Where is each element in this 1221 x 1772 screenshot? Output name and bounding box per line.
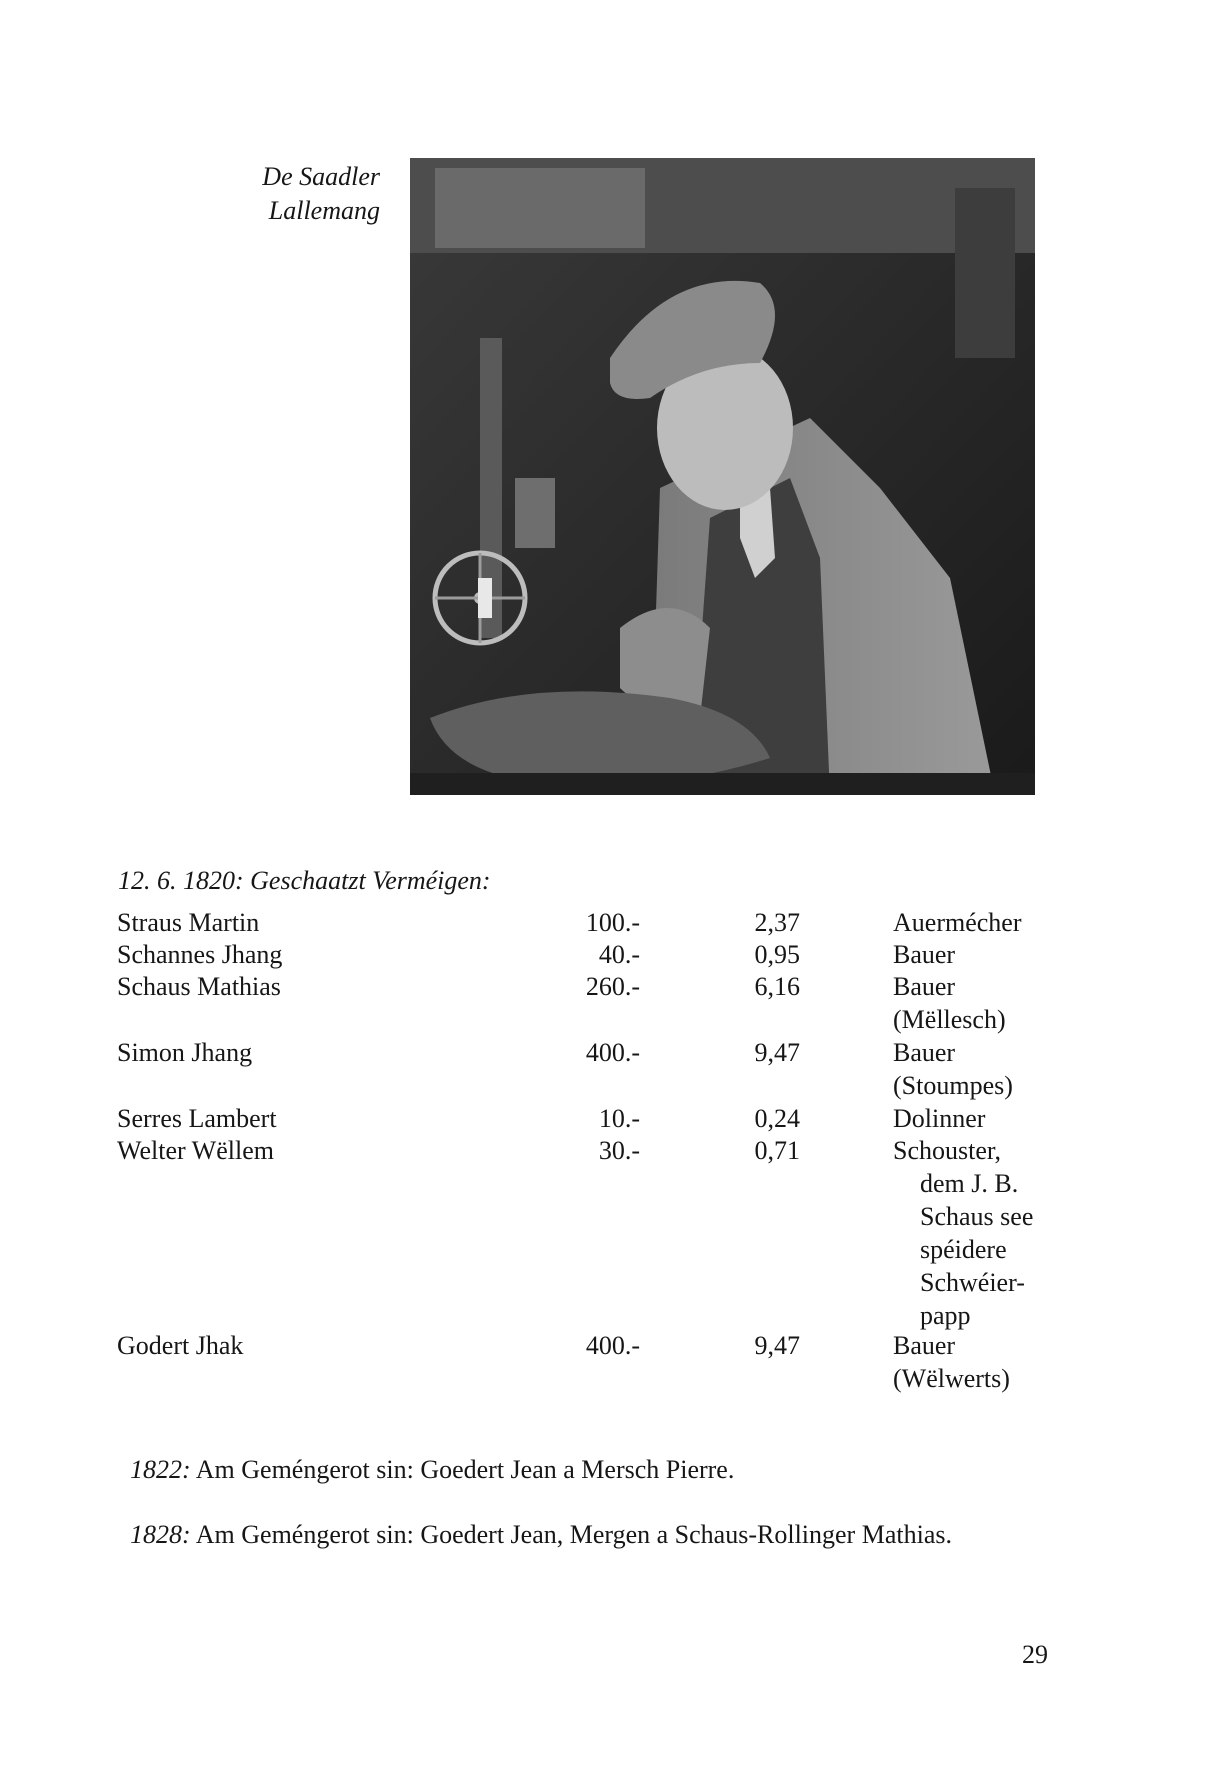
note-line: spéidere bbox=[920, 1235, 1007, 1264]
caption-line-2: Lallemang bbox=[268, 196, 380, 225]
share-value: 6,16 bbox=[754, 972, 800, 1001]
paragraph-text: Am Geméngerot sin: Goedert Jean, Mergen a Schaus-Rollinger Mathias. bbox=[195, 1520, 952, 1549]
saddler-photo bbox=[410, 158, 1035, 795]
occupation-note bbox=[893, 970, 1093, 1036]
person-name: Welter Wëllem bbox=[117, 1136, 274, 1165]
note-line: Bauer bbox=[893, 940, 956, 969]
assessed-amount: 40.- bbox=[598, 940, 640, 969]
share-value: 0,95 bbox=[754, 940, 800, 969]
person-name: Godert Jhak bbox=[117, 1331, 244, 1360]
note-line: dem J. B. bbox=[920, 1169, 1019, 1198]
occupation-note bbox=[893, 906, 1093, 939]
occupation-note bbox=[893, 1329, 1093, 1395]
person-name: Straus Martin bbox=[117, 908, 260, 937]
caption-line-1: De Saadler bbox=[262, 162, 380, 191]
person-name: Schannes Jhang bbox=[117, 940, 283, 969]
occupation-note bbox=[893, 1036, 1093, 1102]
note-line: Schwéier- bbox=[920, 1268, 1025, 1297]
paragraph-1828 bbox=[130, 1517, 1060, 1552]
note-line: Dolinner bbox=[893, 1104, 986, 1133]
share-value: 0,71 bbox=[754, 1136, 800, 1165]
paragraph-year: 1828: bbox=[130, 1520, 191, 1549]
person-name: Serres Lambert bbox=[117, 1104, 277, 1133]
assessed-amount: 260.- bbox=[585, 972, 640, 1001]
note-line: Schouster, bbox=[893, 1136, 1001, 1165]
share-value: 9,47 bbox=[754, 1331, 800, 1360]
note-line: Bauer bbox=[893, 972, 956, 1001]
paragraph-text: Am Geméngerot sin: Goedert Jean a Mersch Pierre. bbox=[195, 1455, 735, 1484]
person-name: Schaus Mathias bbox=[117, 972, 281, 1001]
assessed-amount: 100.- bbox=[585, 908, 640, 937]
table-title: 12. 6. 1820: Geschaatzt Verméigen: bbox=[118, 866, 491, 895]
paragraph-1822 bbox=[130, 1452, 1060, 1487]
occupation-note bbox=[893, 938, 1093, 971]
assessed-amount: 10.- bbox=[598, 1104, 640, 1133]
person-name: Simon Jhang bbox=[117, 1038, 253, 1067]
note-line: papp bbox=[920, 1301, 971, 1330]
page-number: 29 bbox=[1022, 1640, 1048, 1669]
occupation-note bbox=[893, 1134, 1093, 1332]
share-value: 9,47 bbox=[754, 1038, 800, 1067]
occupation-note bbox=[893, 1102, 1093, 1135]
note-line: (Stoumpes) bbox=[893, 1071, 1013, 1100]
note-line: (Wëlwerts) bbox=[893, 1364, 1010, 1393]
note-line: Schaus see bbox=[920, 1202, 1034, 1231]
note-line: Auermécher bbox=[893, 908, 1022, 937]
share-value: 0,24 bbox=[754, 1104, 800, 1133]
note-line: (Mëllesch) bbox=[893, 1005, 1006, 1034]
assessed-amount: 30.- bbox=[598, 1136, 640, 1165]
assessed-amount: 400.- bbox=[585, 1331, 640, 1360]
note-line: Bauer bbox=[893, 1038, 956, 1067]
assessed-amount: 400.- bbox=[585, 1038, 640, 1067]
note-line: Bauer bbox=[893, 1331, 956, 1360]
paragraph-year: 1822: bbox=[130, 1455, 191, 1484]
share-value: 2,37 bbox=[754, 908, 800, 937]
photo-caption bbox=[230, 160, 380, 228]
